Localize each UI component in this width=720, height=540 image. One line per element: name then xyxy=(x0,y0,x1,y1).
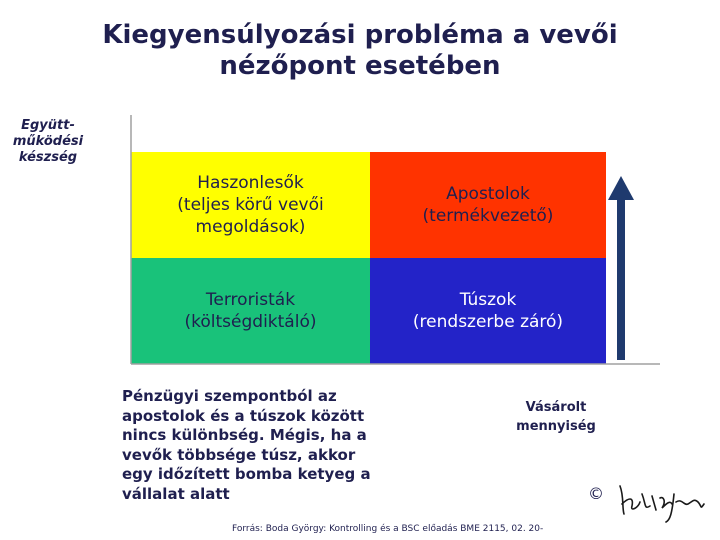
up-arrow-icon xyxy=(608,176,634,360)
explanation-note xyxy=(122,387,394,504)
y-axis-label-line-1: Együtt- xyxy=(21,118,75,133)
quadrant-bottom-right-line-2: (rendszerbe záró) xyxy=(412,312,564,332)
quadrant-top-right-line-2: (termékvezető) xyxy=(422,206,554,226)
y-axis-label-line-3: készség xyxy=(18,150,78,165)
quadrant-bottom-left-line-1: Terroristák xyxy=(205,290,296,310)
note-line-3: nincs különbség. Mégis, ha a xyxy=(122,426,367,444)
quadrant-top-right-line-1: Apostolok xyxy=(446,184,530,204)
title-line-2: nézőpont esetében xyxy=(219,51,501,81)
quadrant-top-left-line-1: Haszonlesők xyxy=(197,173,304,193)
note-line-5: egy időzített bomba ketyeg a xyxy=(122,465,371,483)
quadrant-top-left-line-2: (teljes körű vevői xyxy=(177,195,324,215)
quadrant-bottom-right-line-1: Túszok xyxy=(459,290,517,310)
quadrant-top-left-line-3: megoldások) xyxy=(195,217,306,237)
note-line-1: Pénzügyi szempontból az xyxy=(122,387,337,405)
title-line-1: Kiegyensúlyozási probléma a vevői xyxy=(102,20,618,50)
quadrant-bottom-left-line-2: (költségdiktáló) xyxy=(184,312,317,332)
signature-icon xyxy=(612,474,712,524)
x-axis-label xyxy=(484,398,628,436)
y-axis-label-line-2: működési xyxy=(12,134,84,149)
x-axis-label-line-1: Vásárolt xyxy=(525,400,587,415)
x-axis-label-line-2: mennyiség xyxy=(516,419,596,434)
source-footnote: Forrás: Boda György: Kontrolling és a BSC előadás BME 2115, 02. 20- xyxy=(232,524,544,534)
note-line-6: vállalat alatt xyxy=(122,484,230,503)
copyright-symbol: © xyxy=(588,484,604,503)
note-line-4: vevők többsége túsz, akkor xyxy=(122,445,356,464)
note-line-2: apostolok és a túszok között xyxy=(122,406,365,425)
